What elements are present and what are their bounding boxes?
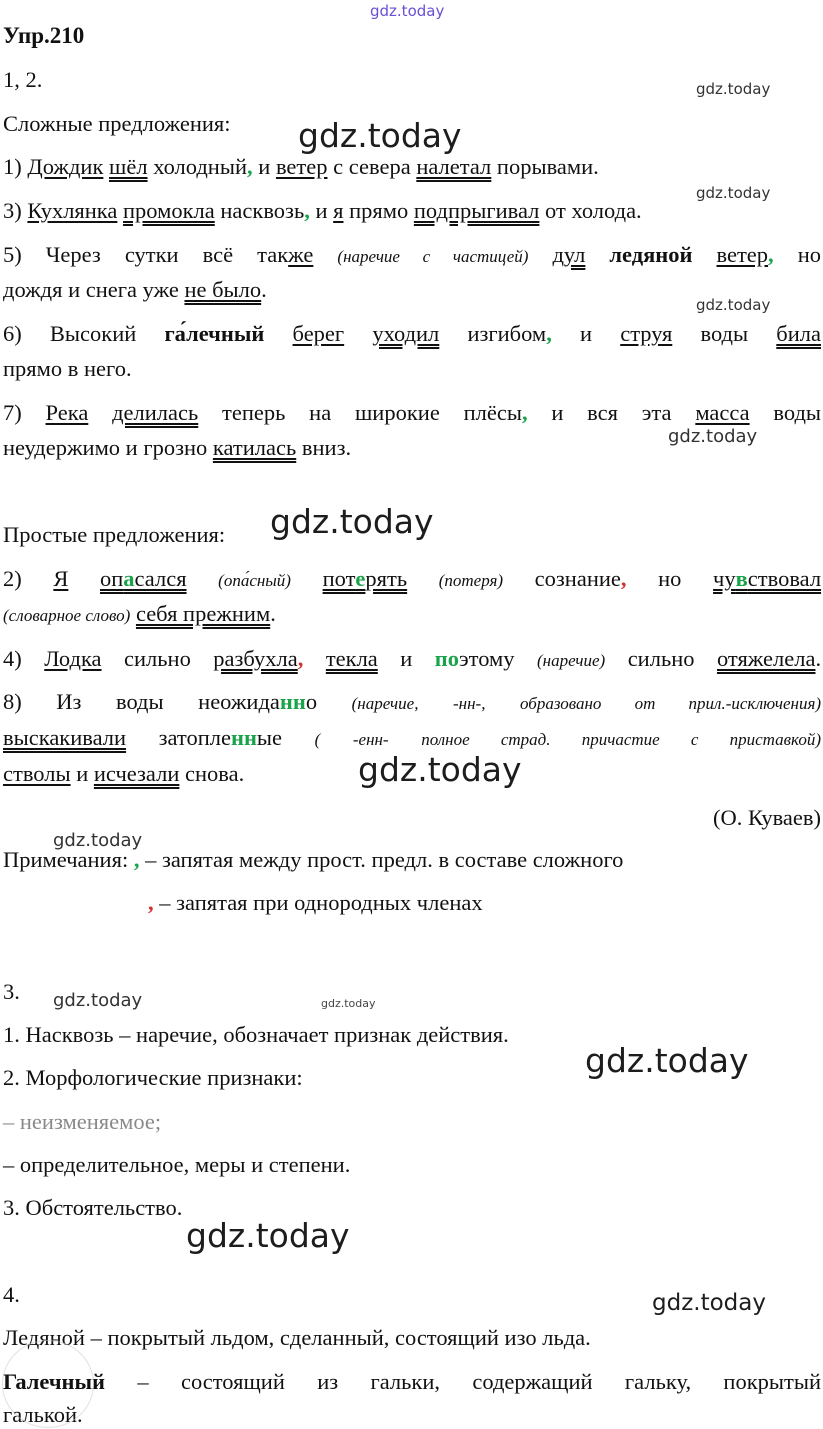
sentence-6-line-2: прямо в него.	[3, 356, 132, 381]
sentence-5: 5) Через сутки всё также (наречие с частицей) дул ледяной ветер, но	[3, 242, 821, 267]
word-galechny: Галечный	[3, 1369, 106, 1394]
subject: Кухлянка	[27, 198, 118, 223]
watermark: gdz.today	[53, 990, 143, 1011]
predicate: промокла	[123, 198, 215, 223]
predicate: не было	[184, 277, 262, 302]
sentence-5-line-2: дождя и снега уже не было.	[3, 277, 267, 302]
notes-line-1: Примечания: , – запятая между прост. предл. в составе сложного	[3, 847, 624, 872]
subject: берег	[292, 321, 345, 346]
sentence-3: 3) Кухлянка промокла насквозь, и я прямо подпрыгивал от холода.	[3, 198, 642, 223]
sentence-8-line-3: стволы и исчезали снова.	[3, 761, 245, 786]
predicate: налетал	[416, 154, 492, 179]
watermark: gdz.today	[668, 426, 758, 447]
watermark: gdz.today	[370, 2, 445, 20]
sentence-7-line-2: неудержимо и грозно катилась вниз.	[3, 435, 352, 460]
faded-stamp	[2, 1340, 94, 1428]
green-comma: ,	[768, 242, 774, 267]
predicate: себя прежним	[135, 601, 271, 626]
sentence-2-line-2: (словарное слово) себя прежним.	[3, 601, 276, 626]
watermark: gdz.today	[696, 80, 771, 98]
predicate: чувствовал	[713, 566, 822, 591]
red-comma: ,	[620, 566, 627, 591]
predicate: уходил	[372, 321, 440, 346]
annotation: (наречие,	[351, 694, 419, 713]
watermark: gdz.today	[321, 997, 376, 1010]
watermark: gdz.today	[298, 116, 462, 155]
predicate: исчезали	[93, 761, 180, 786]
annotation: полное страд. причастие с приставкой)	[421, 730, 822, 749]
predicate: выскакивали	[3, 725, 127, 750]
predicate: делилась	[112, 400, 199, 425]
sentence-4: 4) Лодка сильно разбухла, текла и поэтому (наречие) сильно отяжелела.	[3, 646, 822, 671]
subject: Я	[53, 566, 69, 591]
part4-line-3: галькой.	[3, 1402, 83, 1427]
red-comma: ,	[148, 890, 154, 915]
annotation: (потеря)	[438, 571, 504, 590]
complex-heading: Сложные предложения:	[3, 111, 231, 136]
subject: ветер	[716, 242, 769, 267]
subject: Дождик	[27, 154, 104, 179]
part3-line-2: 2. Морфологические признаки:	[3, 1065, 303, 1090]
predicate: била	[776, 321, 821, 346]
annotation: (наречие с частицей)	[337, 247, 529, 266]
predicate: опасался	[99, 566, 187, 591]
predicate: шёл	[109, 154, 148, 179]
green-comma: ,	[546, 321, 552, 346]
subject: струя	[620, 321, 673, 346]
predicate: подпрыгивал	[413, 198, 540, 223]
exercise-title: Упр.210	[3, 23, 85, 48]
sentence-8: 8) Из воды неожиданно (наречие, -нн-, образовано от прил.-исключения)	[3, 689, 822, 714]
predicate: текла	[325, 646, 378, 671]
green-comma: ,	[521, 400, 528, 425]
part4-line-2: Галечный – состоящий из гальки, содержащий гальку, покрытый	[3, 1369, 822, 1394]
part3-line-3: – неизменяемое;	[3, 1109, 162, 1134]
red-comma: ,	[297, 646, 304, 671]
suffix-mark: -енн-	[352, 730, 389, 749]
part3-number: 3.	[3, 979, 20, 1004]
subject: стволы	[3, 761, 71, 786]
predicate: катилась	[212, 435, 297, 460]
notes-label: Примечания:	[3, 847, 129, 872]
subject: ветер	[275, 154, 328, 179]
annotation: (наречие)	[536, 651, 606, 670]
watermark: gdz.today	[270, 502, 434, 541]
part4-number: 4.	[3, 1282, 20, 1307]
notes-line-2: , – запятая при однородных членах	[148, 890, 483, 915]
subject: Лодка	[44, 646, 102, 671]
sentence-1: 1) Дождик шёл холодный, и ветер с севера налетал порывами.	[3, 154, 599, 179]
sentence-2: 2) Я опасался (опа́сный) потерять (потеря) сознание, но чувствовал	[3, 566, 822, 591]
sentence-6: 6) Высокий га́лечный берег уходил изгибом, и струя воды била	[3, 321, 821, 346]
subject: Река	[45, 400, 89, 425]
part3-line-1: 1. Насквозь – наречие, обозначает признак действия.	[3, 1022, 509, 1047]
watermark: gdz.today	[696, 184, 771, 202]
predicate: разбухла	[213, 646, 298, 671]
watermark: gdz.today	[696, 296, 771, 314]
author: (О. Куваев)	[713, 805, 821, 830]
watermark: gdz.today	[53, 830, 143, 851]
word-ledyanoy: Ледяной	[3, 1325, 85, 1350]
annotation: (опа́сный)	[218, 571, 291, 590]
sentence-8-line-2: выскакивали затопленные ( -енн- полное страд. причастие с приставкой)	[3, 725, 822, 750]
suffix-mark: -нн-,	[453, 694, 486, 713]
predicate: отяжелела	[716, 646, 816, 671]
predicate: дул	[552, 242, 586, 267]
watermark: gdz.today	[186, 1216, 350, 1255]
part3-line-4: – определительное, меры и степени.	[3, 1152, 351, 1177]
green-comma: ,	[133, 847, 140, 872]
sentence-7: 7) Река делилась теперь на широкие плёсы, и вся эта масса воды	[3, 400, 822, 425]
part3-line-5: 3. Обстоятельство.	[3, 1195, 183, 1220]
annotation: (словарное слово)	[3, 606, 131, 625]
watermark: gdz.today	[652, 1290, 766, 1316]
annotation: образовано от прил.-исключения)	[520, 694, 822, 713]
simple-heading: Простые предложения:	[3, 522, 226, 547]
green-comma: ,	[304, 198, 310, 223]
watermark: gdz.today	[358, 750, 522, 789]
part4-line-1: Ледяной – покрытый льдом, сделанный, состоящий изо льда.	[3, 1325, 591, 1350]
subject: я	[333, 198, 344, 223]
predicate: потерять	[322, 566, 408, 591]
watermark: gdz.today	[585, 1041, 749, 1080]
subject: масса	[695, 400, 750, 425]
parts-label: 1, 2.	[3, 67, 43, 92]
green-comma: ,	[247, 154, 253, 179]
